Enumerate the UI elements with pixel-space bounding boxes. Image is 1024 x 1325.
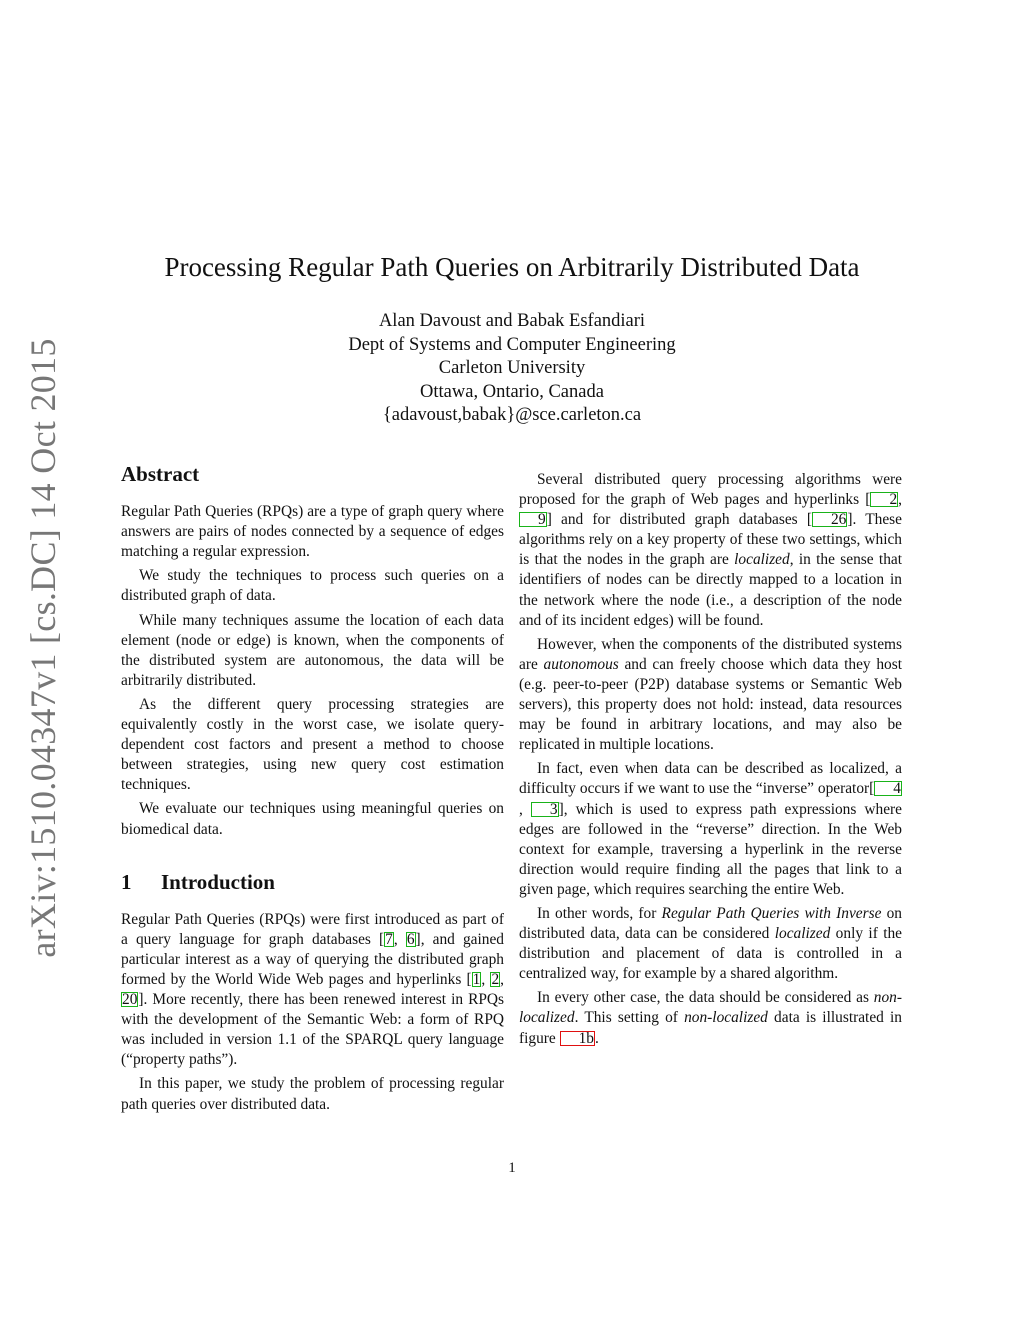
intro-paragraph: In this paper, we study the problem of processing regular path queries over distributed data. <box>121 1075 504 1113</box>
body-paragraph: In fact, even when data can be described as localized, a difficulty occurs if we want to use the “inverse” operator[ 4, 3], which is used to express path expressions where edges are followed in the “reverse” direction. In the Web context for example, traversing a hyperlink in the reverse direction would require finding all the pages that link to a given page, which requires searching the entire Web. <box>519 760 902 898</box>
citation-link[interactable]: 6 <box>406 930 415 948</box>
author-names: Alan Davoust and Babak Esfandiari <box>378 311 646 331</box>
arxiv-side-stamp <box>18 337 68 958</box>
abstract-paragraph: While many techniques assume the location of each data element (node or edge) is known, when the components of the distributed system are autonomous, the data will be arbitrarily distributed. <box>121 611 504 689</box>
citation-link[interactable]: 26 <box>812 512 847 527</box>
citation-link[interactable]: 2 <box>870 492 898 507</box>
body-paragraph: In every other case, the data should be considered as non-localized. This setting of non-localized data is illustrated in figure 1b. <box>519 989 903 1047</box>
left-column <box>121 462 504 1119</box>
right-column <box>519 470 902 1053</box>
author-university: Carleton University <box>438 358 586 378</box>
citation-link[interactable]: 2 <box>491 970 500 988</box>
arxiv-id: arXiv:1510.04347v1 [cs.DC] 14 Oct 2015 <box>23 337 63 958</box>
page-number: 1 <box>508 1160 516 1176</box>
section-title: Introduction <box>161 869 275 894</box>
abstract-paragraph: We evaluate our techniques using meaningful queries on biomedical data. <box>121 800 504 838</box>
body-paragraph: In other words, for Regular Path Queries with Inverse on distributed data, data can be considered localized only if the distribution and placement of data is controlled in a centralized way, for example by a shared algorithm. <box>519 904 902 983</box>
figure-reference-link[interactable]: 1b <box>560 1031 595 1046</box>
citation-link[interactable]: 3 <box>531 802 559 817</box>
citation-link[interactable]: 7 <box>385 930 393 948</box>
author-dept: Dept of Systems and Computer Engineering <box>348 334 676 355</box>
body-paragraph: Several distributed query processing algorithms were proposed for the graph of Web pages and hyperlinks [ 2, 9] and for distributed graph databases [ 26]. These algorithms rely on a key property of these two settings, which is that the nodes in the graph are localized, in the sense that identifiers of nodes can be directly mapped to a location in the network where the node (i.e., a description of the node and of its incident edges) will be found. <box>519 471 902 629</box>
citation-link[interactable]: 1 <box>472 970 481 988</box>
citation-link[interactable]: 20 <box>122 991 138 1009</box>
introduction-heading <box>121 869 504 894</box>
abstract-paragraph: As the different query processing strategies are equivalently costly in the worst case, we isolate query-dependent cost factors and present a method to choose between strategies, using new query cost estimation techniques. <box>121 695 504 794</box>
abstract-paragraph: Regular Path Queries (RPQs) are a type of graph query where answers are pairs of nodes connected by a sequence of edges matching a regular expression. <box>121 503 504 561</box>
author-email: {adavoust,babak}@sce.carleton.ca <box>382 405 642 425</box>
abstract-heading: Abstract <box>121 462 200 486</box>
citation-link[interactable]: 9 <box>519 512 547 527</box>
body-paragraph: However, when the components of the distributed systems are autonomous and can freely choose which data they host (e.g. peer-to-peer (P2P) database systems or Semantic Web servers), this property does not hold: instead, data resources may be found in arbitrary locations, and may also be replicated in multiple locations. <box>519 635 902 754</box>
citation-link[interactable]: 4 <box>874 781 902 796</box>
section-number: 1 <box>121 869 132 894</box>
author-block <box>0 310 1024 428</box>
abstract-paragraph: We study the techniques to process such queries on a distributed graph of data. <box>121 567 504 605</box>
paper-title: Processing Regular Path Queries on Arbitrarily Distributed Data <box>164 252 860 282</box>
intro-paragraph: Regular Path Queries (RPQs) were first introduced as part of a query language for graph databases [7, 6], and gained particular interest as a way of querying the distributed graph formed by the World Wide Web pages and hyperlinks [1, 2, 20]. More recently, there has been renewed interest in RPQs with the development of the Semantic Web: a form of RPQ was included in version 1.1 of the SPARQL query language (“property paths”). <box>121 910 504 1069</box>
author-location: Ottawa, Ontario, Canada <box>420 381 604 402</box>
